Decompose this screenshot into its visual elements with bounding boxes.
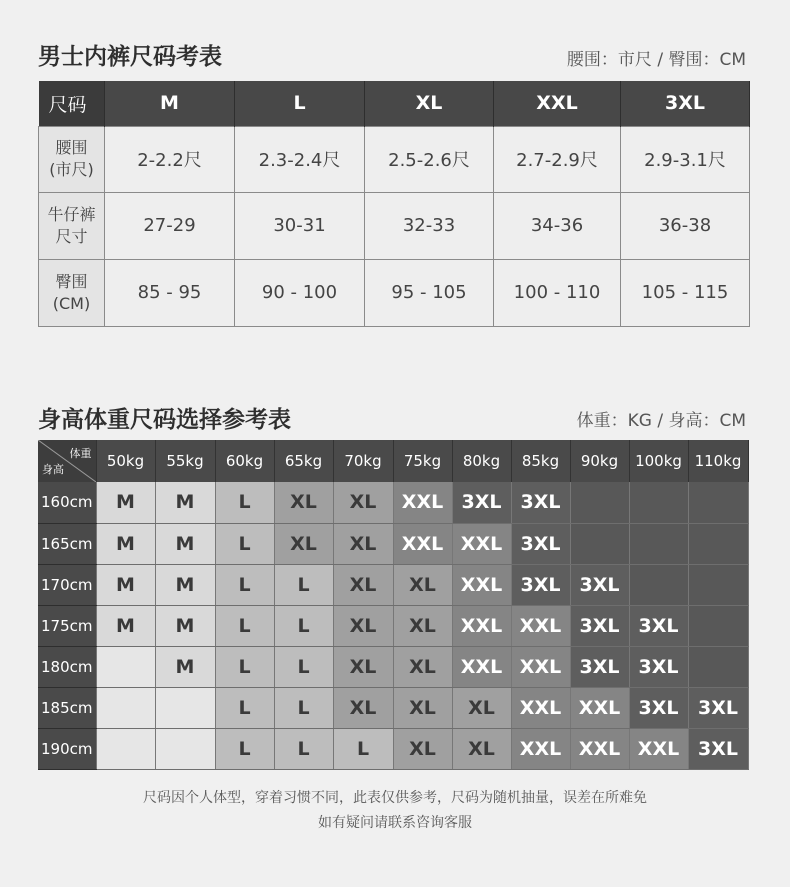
- row-label: 腰围 (市尺): [39, 126, 105, 192]
- size-cell: 3XL: [629, 646, 688, 687]
- table-cell: 100 - 110: [494, 259, 621, 326]
- empty-cell: [688, 482, 748, 523]
- table-header-row: [39, 81, 750, 126]
- empty-cell: [96, 687, 155, 728]
- empty-cell: [570, 523, 629, 564]
- table-row: [38, 482, 748, 523]
- size-cell: 3XL: [511, 482, 570, 523]
- weight-header: 50kg: [96, 440, 155, 482]
- size-cell: XXL: [393, 482, 452, 523]
- column-header: 尺码: [39, 81, 105, 126]
- height-weight-unit-note: 体重：KG / 身高：CM: [576, 411, 746, 431]
- size-cell: XXL: [452, 605, 511, 646]
- weight-header: 65kg: [274, 440, 333, 482]
- table-cell: 90 - 100: [235, 259, 365, 326]
- table-cell: 27-29: [105, 192, 235, 259]
- size-cell: M: [96, 523, 155, 564]
- table-row: [39, 192, 750, 259]
- size-cell: M: [96, 564, 155, 605]
- table-row: [38, 523, 748, 564]
- size-cell: XL: [333, 482, 393, 523]
- table-cell: 34-36: [494, 192, 621, 259]
- empty-cell: [629, 523, 688, 564]
- table-cell: 2.9-3.1尺: [621, 126, 750, 192]
- size-cell: L: [274, 728, 333, 769]
- size-cell: XXL: [629, 728, 688, 769]
- size-cell: M: [96, 482, 155, 523]
- disclaimer-line-2: 如有疑问请联系咨询客服: [318, 815, 472, 831]
- weight-header: 85kg: [511, 440, 570, 482]
- size-cell: XXL: [452, 646, 511, 687]
- size-cell: M: [155, 605, 215, 646]
- table-cell: 2.7-2.9尺: [494, 126, 621, 192]
- size-cell: 3XL: [570, 605, 629, 646]
- size-cell: XXL: [570, 687, 629, 728]
- table-row: [38, 605, 748, 646]
- size-cell: M: [96, 605, 155, 646]
- size-cell: XXL: [511, 605, 570, 646]
- size-cell: XL: [333, 605, 393, 646]
- weight-header: 90kg: [570, 440, 629, 482]
- weight-header: 60kg: [215, 440, 274, 482]
- table-cell: 95 - 105: [365, 259, 494, 326]
- size-cell: XXL: [511, 728, 570, 769]
- table-cell: 30-31: [235, 192, 365, 259]
- column-header: XL: [365, 81, 494, 126]
- size-cell: L: [215, 523, 274, 564]
- empty-cell: [96, 728, 155, 769]
- size-cell: XL: [452, 728, 511, 769]
- size-cell: XL: [393, 564, 452, 605]
- disclaimer-line-1: 尺码因个人体型，穿着习惯不同，此表仅供参考，尺码为随机抽量，误差在所难免: [143, 790, 647, 806]
- size-cell: M: [155, 482, 215, 523]
- height-label: 185cm: [38, 687, 96, 728]
- size-cell: 3XL: [452, 482, 511, 523]
- empty-cell: [155, 687, 215, 728]
- size-cell: XL: [393, 605, 452, 646]
- row-label: 臀围 (CM): [39, 259, 105, 326]
- size-cell: L: [215, 605, 274, 646]
- size-cell: L: [274, 646, 333, 687]
- empty-cell: [688, 605, 748, 646]
- table-cell: 2-2.2尺: [105, 126, 235, 192]
- height-label: 180cm: [38, 646, 96, 687]
- table-row: [39, 126, 750, 192]
- size-cell: M: [155, 523, 215, 564]
- size-cell: XL: [274, 523, 333, 564]
- table-row: [38, 687, 748, 728]
- size-cell: XL: [333, 687, 393, 728]
- size-cell: L: [215, 564, 274, 605]
- size-cell: XL: [333, 646, 393, 687]
- size-cell: M: [155, 564, 215, 605]
- size-cell: XXL: [511, 646, 570, 687]
- size-cell: L: [215, 482, 274, 523]
- size-cell: 3XL: [629, 605, 688, 646]
- empty-cell: [688, 646, 748, 687]
- size-cell: XXL: [452, 523, 511, 564]
- size-chart-title: 男士内裤尺码考表: [38, 44, 222, 70]
- table-row: [38, 728, 748, 769]
- table-cell: 32-33: [365, 192, 494, 259]
- column-header: 3XL: [621, 81, 750, 126]
- size-cell: XXL: [511, 687, 570, 728]
- size-cell: 3XL: [688, 687, 748, 728]
- size-cell: XL: [274, 482, 333, 523]
- height-label: 175cm: [38, 605, 96, 646]
- size-cell: 3XL: [570, 646, 629, 687]
- weight-header-row: [38, 440, 748, 482]
- size-cell: L: [215, 646, 274, 687]
- height-label: 165cm: [38, 523, 96, 564]
- size-cell: L: [215, 728, 274, 769]
- size-cell: 3XL: [570, 564, 629, 605]
- height-label: 160cm: [38, 482, 96, 523]
- size-cell: XXL: [452, 564, 511, 605]
- size-cell: L: [215, 687, 274, 728]
- empty-cell: [688, 564, 748, 605]
- corner-header: [38, 440, 96, 482]
- table-cell: 85 - 95: [105, 259, 235, 326]
- empty-cell: [570, 482, 629, 523]
- weight-header: 75kg: [393, 440, 452, 482]
- size-cell: XL: [393, 646, 452, 687]
- weight-header: 80kg: [452, 440, 511, 482]
- weight-axis-label: 体重: [69, 447, 92, 460]
- size-cell: XL: [333, 564, 393, 605]
- size-cell: XL: [393, 728, 452, 769]
- size-cell: XXL: [393, 523, 452, 564]
- table-cell: 36-38: [621, 192, 750, 259]
- size-chart-unit-note: 腰围：市尺 / 臀围：CM: [566, 50, 746, 70]
- table-row: [38, 646, 748, 687]
- table-row: [38, 564, 748, 605]
- size-cell: 3XL: [511, 523, 570, 564]
- table-row: [39, 259, 750, 326]
- empty-cell: [688, 523, 748, 564]
- height-weight-size-table: [38, 440, 749, 770]
- size-cell: XL: [393, 687, 452, 728]
- size-cell: XL: [333, 523, 393, 564]
- height-axis-label: 身高: [42, 463, 64, 476]
- size-cell: L: [333, 728, 393, 769]
- empty-cell: [629, 482, 688, 523]
- size-cell: L: [274, 687, 333, 728]
- column-header: L: [235, 81, 365, 126]
- height-label: 170cm: [38, 564, 96, 605]
- size-cell: L: [274, 564, 333, 605]
- weight-header: 110kg: [688, 440, 748, 482]
- weight-header: 70kg: [333, 440, 393, 482]
- height-label: 190cm: [38, 728, 96, 769]
- size-cell: M: [155, 646, 215, 687]
- weight-header: 100kg: [629, 440, 688, 482]
- size-cell: 3XL: [629, 687, 688, 728]
- column-header: M: [105, 81, 235, 126]
- empty-cell: [155, 728, 215, 769]
- column-header: XXL: [494, 81, 621, 126]
- size-cell: XXL: [570, 728, 629, 769]
- height-weight-chart-title: 身高体重尺码选择参考表: [38, 407, 291, 433]
- table-cell: 2.3-2.4尺: [235, 126, 365, 192]
- table-cell: 2.5-2.6尺: [365, 126, 494, 192]
- empty-cell: [629, 564, 688, 605]
- empty-cell: [96, 646, 155, 687]
- size-cell: XL: [452, 687, 511, 728]
- weight-header: 55kg: [155, 440, 215, 482]
- underwear-size-table: [38, 81, 750, 327]
- size-cell: L: [274, 605, 333, 646]
- table-cell: 105 - 115: [621, 259, 750, 326]
- size-cell: 3XL: [688, 728, 748, 769]
- row-label: 牛仔裤 尺寸: [39, 192, 105, 259]
- size-cell: 3XL: [511, 564, 570, 605]
